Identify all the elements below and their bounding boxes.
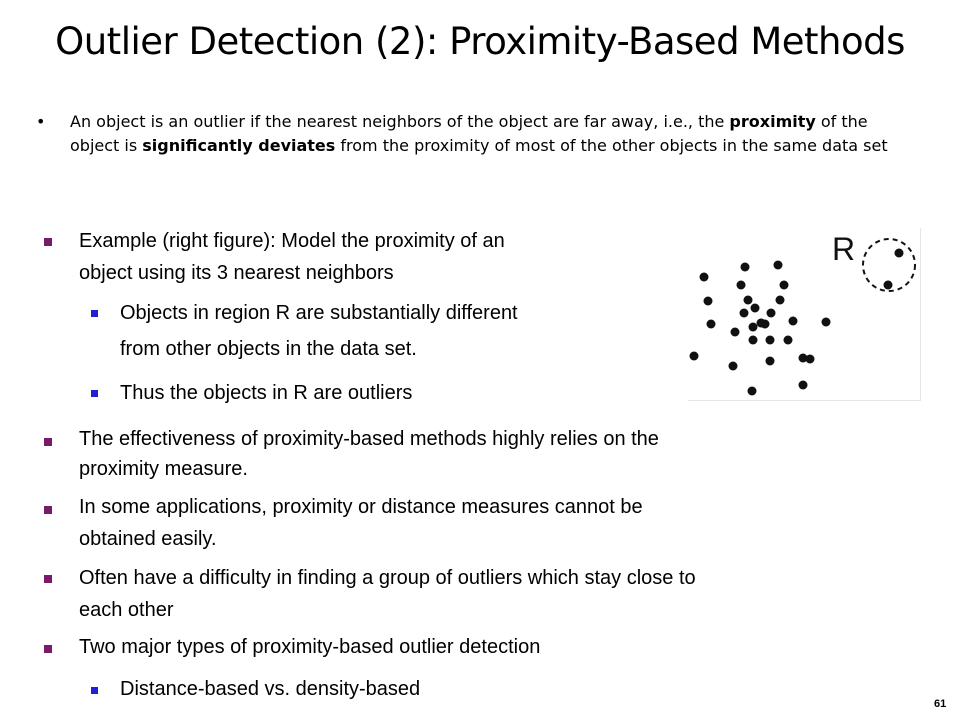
bullet-square [44,438,52,446]
example-sub2: Thus the objects in R are outliers [120,382,413,404]
bullet-3-line1: Often have a difficulty in finding a group of outliers which stay close to [79,567,696,589]
intro-part1: An object is an outlier if the nearest neighbors of the object are far away, i.e., the [70,112,730,131]
outlier-figure [688,228,921,401]
bullet-2-line2: obtained easily. [79,528,217,550]
sub-bullet-square [91,390,98,397]
bullet-3-line2: each other [79,599,174,621]
intro-part2: of the object is [70,112,868,155]
bullet-dot: • [36,112,46,131]
example-line1: Example (right figure): Model the proximity of an [79,230,505,252]
example-sub1-line2: from other objects in the data set. [120,338,417,360]
page-number: 61 [934,698,947,710]
sub-bullet-square [91,310,98,317]
intro-bold-deviates: significantly deviates [142,136,336,155]
bullet-square [44,506,52,514]
scatter-plot [688,228,920,400]
example-sub1-line1: Objects in region R are substantially different [120,302,518,324]
slide-title: Outlier Detection (2): Proximity-Based Methods [55,20,905,63]
bullet-square [44,575,52,583]
bullet-2-line1: In some applications, proximity or distance measures cannot be [79,496,643,518]
intro-bold-proximity: proximity [729,112,816,131]
bullet-square [44,645,52,653]
region-label: R [832,231,856,267]
intro-bullet [36,110,916,158]
bullet-1-line2: proximity measure. [79,458,248,480]
sub-bullet-square [91,687,98,694]
bullet-square [44,238,52,246]
example-line2: object using its 3 nearest neighbors [79,262,394,284]
intro-text [70,110,916,158]
final-sub-bullet: Distance-based vs. density-based [120,678,421,700]
intro-part3: from the proximity of most of the other objects in the same data set [335,136,888,155]
bullet-1-line1: The effectiveness of proximity-based methods highly relies on the [79,428,659,450]
bullet-4-line1: Two major types of proximity-based outlier detection [79,636,541,658]
